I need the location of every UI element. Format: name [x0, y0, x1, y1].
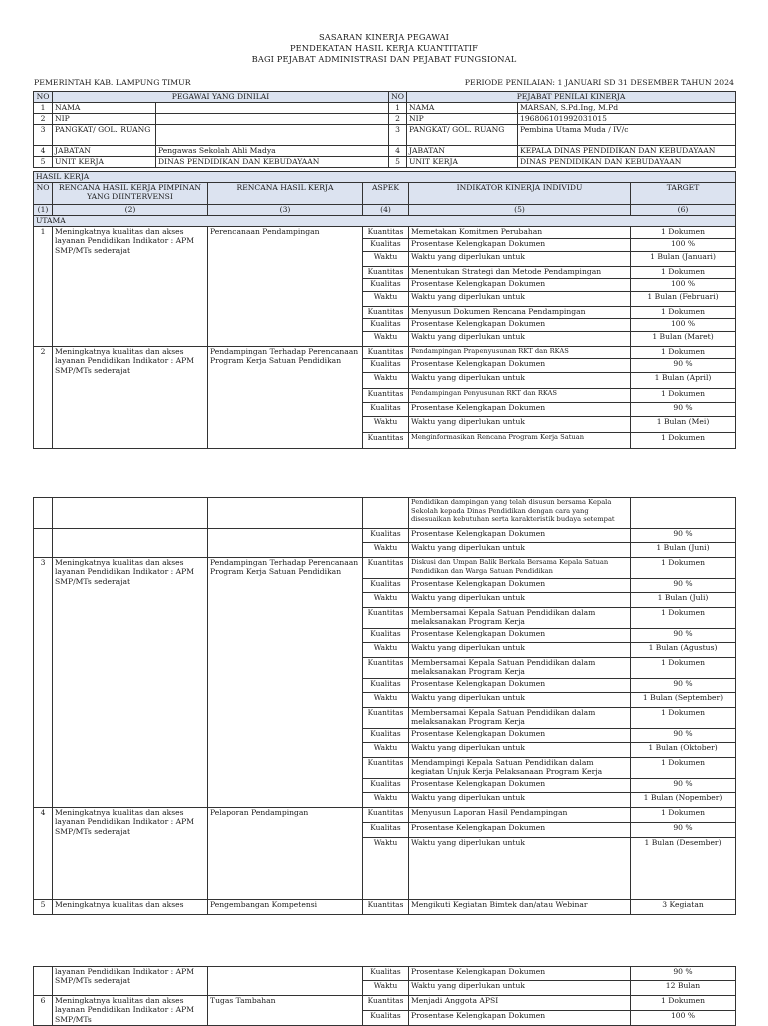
target: 1 Bulan (April) — [631, 373, 736, 389]
table-row — [34, 808, 736, 823]
rhk: Tugas Tambahan — [208, 996, 363, 1026]
rhk: Pendampingan Terhadap Perencanaan Program Kerja Satuan Pendidikan — [208, 347, 363, 449]
indikator: Waktu yang diperlukan untuk — [409, 373, 631, 389]
column-number-row — [34, 205, 736, 216]
penilai-nama: MARSAN, S.Pd.Ing, M.Pd — [518, 103, 736, 114]
target: 1 Dokumen — [631, 227, 736, 239]
indikator: Waktu yang diperlukan untuk — [409, 417, 631, 433]
target: 1 Dokumen — [631, 658, 736, 679]
indikator: Waktu yang diperlukan untuk — [409, 793, 631, 808]
aspek-kualitas: Kualitas — [363, 319, 409, 332]
pegawai-jabatan: Pengawas Sekolah Ahli Madya — [156, 146, 389, 157]
instansi-label: PEMERINTAH KAB. LAMPUNG TIMUR — [34, 78, 191, 87]
indikator: Prosentase Kelengkapan Dokumen — [409, 359, 631, 373]
hasil-kerja-table — [33, 171, 736, 449]
target: 1 Dokumen — [631, 608, 736, 629]
aspek-kualitas: Kualitas — [363, 967, 409, 981]
pegawai-pangkat — [156, 125, 389, 146]
rhk-pimpinan: Meningkatnya kualitas dan akses layanan Pendidikan Indikator : APM SMP/MTs sederajat — [53, 558, 208, 808]
indikator: Prosentase Kelengkapan Dokumen — [409, 319, 631, 332]
aspek-kuantitas: Kuantitas — [363, 758, 409, 779]
pegawai-nama — [156, 103, 389, 114]
indikator: Prosentase Kelengkapan Dokumen — [409, 823, 631, 838]
periode-label: PERIODE PENILAIAN: 1 JANUARI SD 31 DESEMBER TAHUN 2024 — [464, 78, 734, 87]
indikator: Waktu yang diperlukan untuk — [409, 543, 631, 558]
identity-row — [34, 157, 736, 168]
target: 90 % — [631, 403, 736, 417]
col-number: (3) — [208, 205, 363, 216]
indikator: Mendampingi Kepala Satuan Pendidikan dalam kegiatan Unjuk Kerja Pelaksanaan Program Kerja — [409, 758, 631, 779]
identity-header-row — [34, 92, 736, 103]
aspek-kuantitas: Kuantitas — [363, 558, 409, 579]
indikator: Pendampingan Prapenyusunan RKT dan RKAS — [409, 347, 631, 359]
row-no: 3 — [34, 125, 53, 146]
rhk-pimpinan: layanan Pendidikan Indikator : APM SMP/MTs sederajat — [53, 967, 208, 996]
aspek-kualitas: Kualitas — [363, 823, 409, 838]
target: 90 % — [631, 359, 736, 373]
no-header: NO — [34, 92, 53, 103]
row-no: 5 — [389, 157, 407, 168]
field-label: JABATAN — [53, 146, 156, 157]
indikator: Diskusi dan Umpan Balik Berkala Bersama Kepala Satuan Pendidikan dan Warga Satuan Pendidikan — [409, 558, 631, 579]
field-label: UNIT KERJA — [53, 157, 156, 168]
aspek-waktu: Waktu — [363, 292, 409, 307]
indikator: Prosentase Kelengkapan Dokumen — [409, 629, 631, 643]
row-no: 3 — [389, 125, 407, 146]
target: 90 % — [631, 629, 736, 643]
aspek-kuantitas: Kuantitas — [363, 808, 409, 823]
aspek-kuantitas: Kuantitas — [363, 389, 409, 403]
indikator: Waktu yang diperlukan untuk — [409, 743, 631, 758]
indikator: Prosentase Kelengkapan Dokumen — [409, 239, 631, 252]
aspek-kualitas: Kualitas — [363, 729, 409, 743]
field-label: NIP — [407, 114, 518, 125]
title-line-1: SASARAN KINERJA PEGAWAI — [318, 32, 450, 42]
indikator: Prosentase Kelengkapan Dokumen — [409, 529, 631, 543]
target: 3 Kegiatan — [631, 900, 736, 915]
target: 1 Dokumen — [631, 347, 736, 359]
aspek-waktu: Waktu — [363, 793, 409, 808]
rhk-pimpinan: Meningkatnya kualitas dan akses layanan Pendidikan Indikator : APM SMP/MTs — [53, 996, 208, 1026]
title-line-2: PENDEKATAN HASIL KERJA KUANTITATIF — [289, 43, 479, 53]
aspek-waktu: Waktu — [363, 332, 409, 347]
target: 90 % — [631, 579, 736, 593]
indikator: Waktu yang diperlukan untuk — [409, 593, 631, 608]
aspek-waktu: Waktu — [363, 593, 409, 608]
section-hasil-kerja: HASIL KERJA — [34, 172, 736, 183]
target: 1 Dokumen — [631, 433, 736, 449]
aspek-kuantitas: Kuantitas — [363, 708, 409, 729]
aspek-waktu: Waktu — [363, 252, 409, 267]
target: 1 Bulan (Januari) — [631, 252, 736, 267]
indikator: Prosentase Kelengkapan Dokumen — [409, 967, 631, 981]
aspek-kualitas: Kualitas — [363, 679, 409, 693]
table-row — [34, 347, 736, 359]
col-number: (4) — [363, 205, 409, 216]
title-line-3: BAGI PEJABAT ADMINISTRASI DAN PEJABAT FUNGSIONAL — [251, 54, 517, 64]
target: 1 Bulan (Desember) — [631, 838, 736, 900]
target: 1 Bulan (Oktober) — [631, 743, 736, 758]
rhk-pimpinan: Meningkatnya kualitas dan akses — [53, 900, 208, 915]
identity-row — [34, 125, 736, 146]
target: 1 Bulan (Mei) — [631, 417, 736, 433]
table-row — [34, 498, 736, 529]
target: 90 % — [631, 823, 736, 838]
pegawai-dinilai-header: PEGAWAI YANG DINILAI — [53, 92, 389, 103]
col-number: (6) — [631, 205, 736, 216]
item-no: 4 — [34, 808, 53, 900]
indikator: Menginformasikan Rencana Program Kerja Satuan — [409, 433, 631, 449]
col-number: (2) — [53, 205, 208, 216]
table-row — [34, 996, 736, 1011]
target: 1 Bulan (September) — [631, 693, 736, 708]
col-target: TARGET — [631, 183, 736, 205]
table-row — [34, 227, 736, 239]
aspek-kualitas: Kualitas — [363, 359, 409, 373]
indikator: Menyusun Dokumen Rencana Pendampingan — [409, 307, 631, 319]
indikator: Waktu yang diperlukan untuk — [409, 252, 631, 267]
table-row — [34, 967, 736, 981]
col-number: (1) — [34, 205, 53, 216]
target: 1 Bulan (Februari) — [631, 292, 736, 307]
aspek-waktu: Waktu — [363, 373, 409, 389]
field-label: NAMA — [53, 103, 156, 114]
section-utama: UTAMA — [34, 216, 736, 227]
field-label: JABATAN — [407, 146, 518, 157]
indikator: Membersamai Kepala Satuan Pendidikan dalam melaksanakan Program Kerja — [409, 608, 631, 629]
row-no: 2 — [34, 114, 53, 125]
aspek-kuantitas: Kuantitas — [363, 608, 409, 629]
target: 90 % — [631, 779, 736, 793]
target: 1 Dokumen — [631, 267, 736, 279]
aspek-waktu: Waktu — [363, 693, 409, 708]
indikator: Menyusun Laporan Hasil Pendampingan — [409, 808, 631, 823]
item-no: 5 — [34, 900, 53, 915]
row-no: 2 — [389, 114, 407, 125]
aspek-kualitas: Kualitas — [363, 239, 409, 252]
col-no: NO — [34, 183, 53, 205]
target: 1 Dokumen — [631, 307, 736, 319]
table-row — [34, 900, 736, 915]
rhk-pimpinan: Meningkatnya kualitas dan akses layanan Pendidikan Indikator : APM SMP/MTs sederajat — [53, 227, 208, 347]
target: 1 Bulan (Maret) — [631, 332, 736, 347]
aspek-kualitas: Kualitas — [363, 529, 409, 543]
penilai-unit-kerja: DINAS PENDIDIKAN DAN KEBUDAYAAN — [518, 157, 736, 168]
item-no: 1 — [34, 227, 53, 347]
penilai-jabatan: KEPALA DINAS PENDIDIKAN DAN KEBUDAYAAN — [518, 146, 736, 157]
target: 1 Bulan (Agustus) — [631, 643, 736, 658]
skp-table-page-1 — [33, 91, 736, 168]
aspek-waktu: Waktu — [363, 838, 409, 900]
item-no: 2 — [34, 347, 53, 449]
indikator: Membersamai Kepala Satuan Pendidikan dalam melaksanakan Program Kerja — [409, 708, 631, 729]
indikator: Waktu yang diperlukan untuk — [409, 332, 631, 347]
rhk: Pengembangan Kompetensi — [208, 900, 363, 915]
indikator: Menjadi Anggota APSI — [409, 996, 631, 1011]
target: 100 % — [631, 319, 736, 332]
aspek-kuantitas: Kuantitas — [363, 307, 409, 319]
aspek-kuantitas: Kuantitas — [363, 267, 409, 279]
indikator: Waktu yang diperlukan untuk — [409, 838, 631, 900]
field-label: PANGKAT/ GOL. RUANG — [53, 125, 156, 146]
target: 1 Bulan (Nopember) — [631, 793, 736, 808]
rhk: Perencanaan Pendampingan — [208, 227, 363, 347]
row-no: 5 — [34, 157, 53, 168]
aspek-kualitas: Kualitas — [363, 403, 409, 417]
item-no: 6 — [34, 996, 53, 1026]
aspek-waktu: Waktu — [363, 743, 409, 758]
aspek-waktu: Waktu — [363, 417, 409, 433]
rhk-pimpinan: Meningkatnya kualitas dan akses layanan Pendidikan Indikator : APM SMP/MTs sederajat — [53, 347, 208, 449]
field-label: NIP — [53, 114, 156, 125]
col-rhk: RENCANA HASIL KERJA — [208, 183, 363, 205]
target: 1 Bulan (Juli) — [631, 593, 736, 608]
aspek-kuantitas: Kuantitas — [363, 433, 409, 449]
indikator: Prosentase Kelengkapan Dokumen — [409, 279, 631, 292]
field-label: NAMA — [407, 103, 518, 114]
skp-table-page-3 — [33, 966, 736, 1026]
identity-row — [34, 114, 736, 125]
target: 1 Dokumen — [631, 708, 736, 729]
field-label: PANGKAT/ GOL. RUANG — [407, 125, 518, 146]
target: 90 % — [631, 529, 736, 543]
table-row — [34, 529, 736, 543]
indikator: Mengikuti Kegiatan Bimtek dan/atau Webinar — [409, 900, 631, 915]
pegawai-unit-kerja: DINAS PENDIDIKAN DAN KEBUDAYAAN — [156, 157, 389, 168]
indikator: Prosentase Kelengkapan Dokumen — [409, 579, 631, 593]
rhk: Pendampingan Terhadap Perencanaan Program Kerja Satuan Pendidikan — [208, 558, 363, 808]
pegawai-nip — [156, 114, 389, 125]
row-no: 4 — [34, 146, 53, 157]
indikator: Waktu yang diperlukan untuk — [409, 292, 631, 307]
indikator: Prosentase Kelengkapan Dokumen — [409, 403, 631, 417]
aspek-kualitas: Kualitas — [363, 779, 409, 793]
penilai-pangkat: Pembina Utama Muda / IV/c — [518, 125, 736, 146]
row-no: 1 — [34, 103, 53, 114]
row-no: 4 — [389, 146, 407, 157]
rhk: Pelaporan Pendampingan — [208, 808, 363, 900]
indikator: Waktu yang diperlukan untuk — [409, 693, 631, 708]
pejabat-penilai-header: PEJABAT PENILAI KINERJA — [407, 92, 736, 103]
target: 1 Dokumen — [631, 389, 736, 403]
target: 1 Dokumen — [631, 996, 736, 1011]
item-no: 3 — [34, 558, 53, 808]
indikator: Pendampingan Penyusunan RKT dan RKAS — [409, 389, 631, 403]
indikator: Membersamai Kepala Satuan Pendidikan dalam melaksanakan Program Kerja — [409, 658, 631, 679]
aspek-waktu: Waktu — [363, 543, 409, 558]
aspek-waktu: Waktu — [363, 643, 409, 658]
row-no: 1 — [389, 103, 407, 114]
target: 100 % — [631, 239, 736, 252]
aspek-kuantitas: Kuantitas — [363, 996, 409, 1011]
field-label: UNIT KERJA — [407, 157, 518, 168]
aspek-kuantitas: Kuantitas — [363, 900, 409, 915]
table-row — [34, 558, 736, 579]
indikator: Prosentase Kelengkapan Dokumen — [409, 679, 631, 693]
target: 12 Bulan — [631, 981, 736, 996]
target: 90 % — [631, 967, 736, 981]
aspek-kualitas: Kualitas — [363, 1011, 409, 1026]
col-aspek: ASPEK — [363, 183, 409, 205]
col-rhk-pimpinan: RENCANA HASIL KERJA PIMPINAN YANG DIINTERVENSI — [53, 183, 208, 205]
aspek-kualitas: Kualitas — [363, 279, 409, 292]
aspek-waktu: Waktu — [363, 981, 409, 996]
indikator: Prosentase Kelengkapan Dokumen — [409, 729, 631, 743]
indikator: Waktu yang diperlukan untuk — [409, 981, 631, 996]
indikator: Memetakan Komitmen Perubahan — [409, 227, 631, 239]
indikator: Prosentase Kelengkapan Dokumen — [409, 779, 631, 793]
target: 1 Dokumen — [631, 558, 736, 579]
identity-row — [34, 146, 736, 157]
target: 90 % — [631, 729, 736, 743]
col-number: (5) — [409, 205, 631, 216]
target: 100 % — [631, 279, 736, 292]
penilai-nip: 196806101992031015 — [518, 114, 736, 125]
aspek-kuantitas: Kuantitas — [363, 227, 409, 239]
aspek-kuantitas: Kuantitas — [363, 347, 409, 359]
aspek-kualitas: Kualitas — [363, 579, 409, 593]
indikator: Pendidikan dampingan yang telah disusun bersama Kepala Sekolah kepada Dinas Pendidikan dengan cara yang disesuaikan kebutuhan serta karakteristik budaya setempat — [409, 498, 631, 529]
target: 1 Dokumen — [631, 758, 736, 779]
target: 1 Bulan (Juni) — [631, 543, 736, 558]
identity-row — [34, 103, 736, 114]
skp-table-page-2 — [33, 497, 736, 915]
rhk-pimpinan: Meningkatnya kualitas dan akses layanan Pendidikan Indikator : APM SMP/MTs sederajat — [53, 808, 208, 900]
aspek-kuantitas: Kuantitas — [363, 658, 409, 679]
target: 1 Dokumen — [631, 808, 736, 823]
column-header-row — [34, 183, 736, 205]
aspek-kualitas: Kualitas — [363, 629, 409, 643]
target: 100 % — [631, 1011, 736, 1026]
indikator: Waktu yang diperlukan untuk — [409, 643, 631, 658]
indikator: Prosentase Kelengkapan Dokumen — [409, 1011, 631, 1026]
col-indikator: INDIKATOR KINERJA INDIVIDU — [409, 183, 631, 205]
indikator: Menentukan Strategi dan Metode Pendampingan — [409, 267, 631, 279]
target: 90 % — [631, 679, 736, 693]
no-header: NO — [389, 92, 407, 103]
